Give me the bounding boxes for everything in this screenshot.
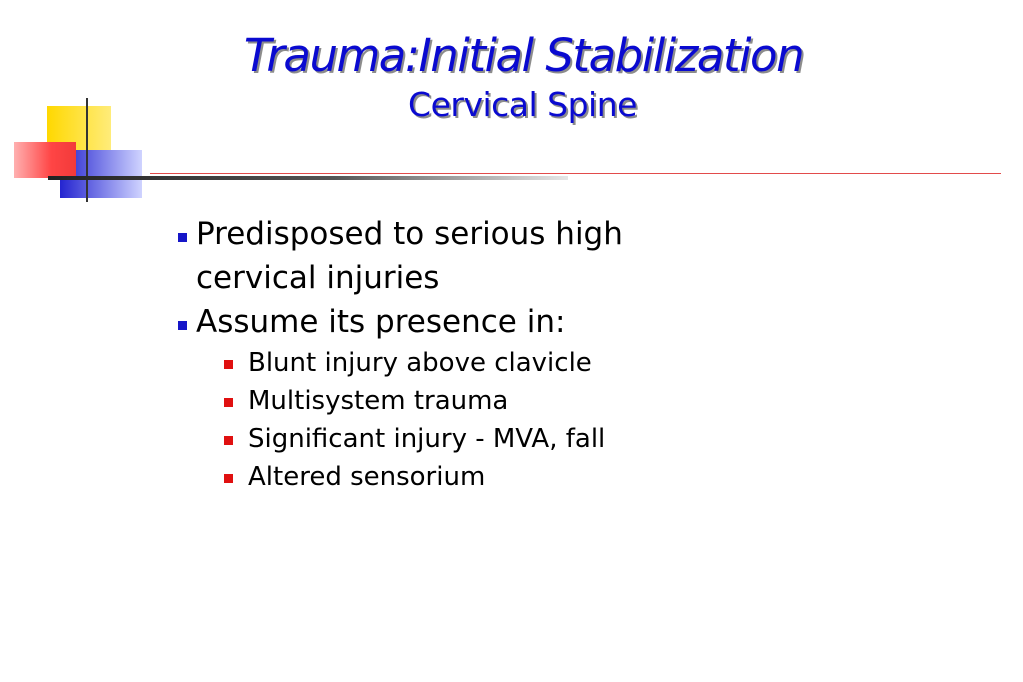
bullet-item bbox=[176, 212, 736, 300]
bullet-text: Predisposed to serious high cervical injuries bbox=[196, 216, 623, 296]
sub-bullet-item bbox=[224, 382, 736, 420]
bullet-item bbox=[176, 300, 736, 344]
bullet-text: Assume its presence in: bbox=[196, 304, 566, 340]
bullet-list bbox=[176, 212, 736, 496]
slide-subtitle: Cervical Spine bbox=[408, 85, 637, 124]
sub-bullet-text: Significant injury - MVA, fall bbox=[248, 424, 606, 454]
sub-bullet-text: Blunt injury above clavicle bbox=[248, 348, 592, 378]
square-bullet-icon bbox=[224, 436, 233, 445]
square-bullet-icon bbox=[178, 321, 187, 330]
square-bullet-icon bbox=[224, 360, 233, 369]
square-bullet-icon bbox=[224, 398, 233, 407]
sub-bullet-item bbox=[224, 420, 736, 458]
sub-bullet-text: Multisystem trauma bbox=[248, 386, 509, 416]
horizontal-rule-dark bbox=[48, 176, 568, 180]
horizontal-rule-red bbox=[150, 173, 1001, 174]
square-bullet-icon bbox=[224, 474, 233, 483]
sub-bullet-item bbox=[224, 344, 736, 382]
title-block bbox=[0, 28, 1023, 126]
slide-title: Trauma:Initial Stabilization bbox=[243, 29, 804, 82]
sub-bullet-text: Altered sensorium bbox=[248, 462, 486, 492]
square-bullet-icon bbox=[178, 233, 187, 242]
red-bar bbox=[14, 142, 76, 178]
sub-bullet-item bbox=[224, 458, 736, 496]
